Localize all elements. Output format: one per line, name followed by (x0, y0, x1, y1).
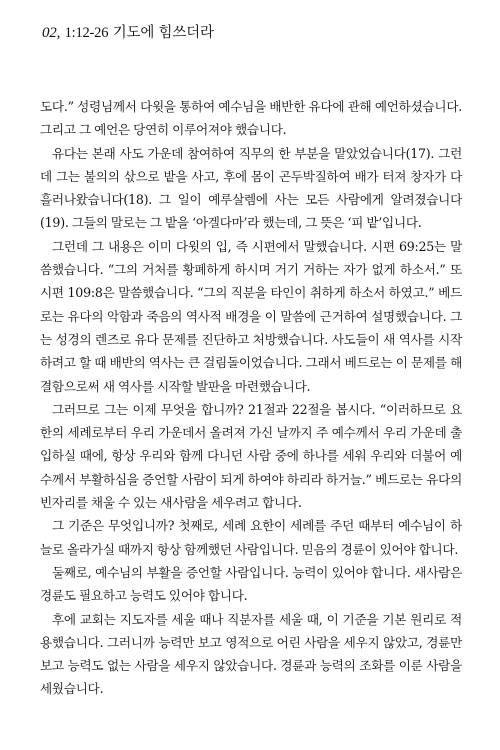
scripture-reference: 1:12-26 (64, 25, 109, 41)
chapter-title: 기도에 힘쓰더라 (112, 25, 214, 41)
paragraph: 그러므로 그는 이제 무엇을 합니까? 21절과 22절을 봅시다. “이러하므로 요한의 세례로부터 우리 가운데서 올려져 가신 날까지 주 예수께서 우리 가운데 출입하실 때에, 항상 우리와 함께 다니던 사람 중에 하나를 세워 우리와 더불어 예수께서 부활하심을 증언할 사람이 되게 하여야 하리라 하거늘.” 베드로는 유다의 빈자리를 채울 수 있는 새사람을 세우려고 합니다. (40, 401, 462, 511)
paragraph-continued: 도다.” 성령님께서 다윗을 통하여 예수님을 배반한 유다에 관해 예언하셨습니다. 그리고 그 예언은 당연히 이루어져야 했습니다. (40, 99, 462, 138)
body-text (40, 95, 462, 701)
running-header (42, 24, 214, 42)
paragraph: 그 기준은 무엇입니까? 첫째로, 세례 요한이 세례를 주던 때부터 예수님이 하늘로 올라가실 때까지 항상 함께했던 사람입니다. 믿음의 경륜이 있어야 합니다. (40, 518, 462, 557)
paragraph: 유다는 본래 사도 가운데 참여하여 직무의 한 부분을 맡았었습니다(17). 그런데 그는 불의의 삯으로 밭을 사고, 후에 몸이 곤두박질하여 배가 터져 창자가 다 흘러나왔습니다(18). 그 일이 예루살렘에 사는 모든 사람에게 알려졌습니다(19). 그들의 말로는 그 밭을 ‘아겔다마’라 했는데, 그 뜻은 ‘피 밭’입니다. (40, 145, 462, 231)
chapter-number: 02, (42, 25, 61, 41)
paragraph: 후에 교회는 지도자를 세울 때나 직분자를 세울 때, 이 기준을 기본 원리로 적용했습니다. 그러니까 능력만 보고 영적으로 어린 사람을 세우지 않았고, 경륜만 보고 능력도 없는 사람을 세우지 않았습니다. 경륜과 능력의 조화를 이룬 사람을 세웠습니다. (40, 611, 462, 697)
paragraph: 그런데 그 내용은 이미 다윗의 입, 즉 시편에서 말했습니다. 시편 69:25는 말씀했습니다. “그의 거처를 황폐하게 하시며 거기 거하는 자가 없게 하소서.” 또 시편 109:8은 말씀했습니다. “그의 직분을 타인이 취하게 하소서 하였고.” 베드로는 유다의 악함과 죽음의 역사적 배경을 이 말씀에 근거하여 설명했습니다. 그는 성경의 렌즈로 유다 문제를 진단하고 처방했습니다. 사도들이 새 역사를 시작하려고 할 때 배반의 역사는 큰 걸림돌이었습니다. 그래서 베드로는 이 문제를 해결함으로써 새 역사를 시작할 발판을 마련했습니다. (40, 238, 462, 394)
paragraph: 둘째로, 예수님의 부활을 증언할 사람입니다. 능력이 있어야 합니다. 새사람은 경륜도 필요하고 능력도 있어야 합니다. (40, 564, 462, 604)
